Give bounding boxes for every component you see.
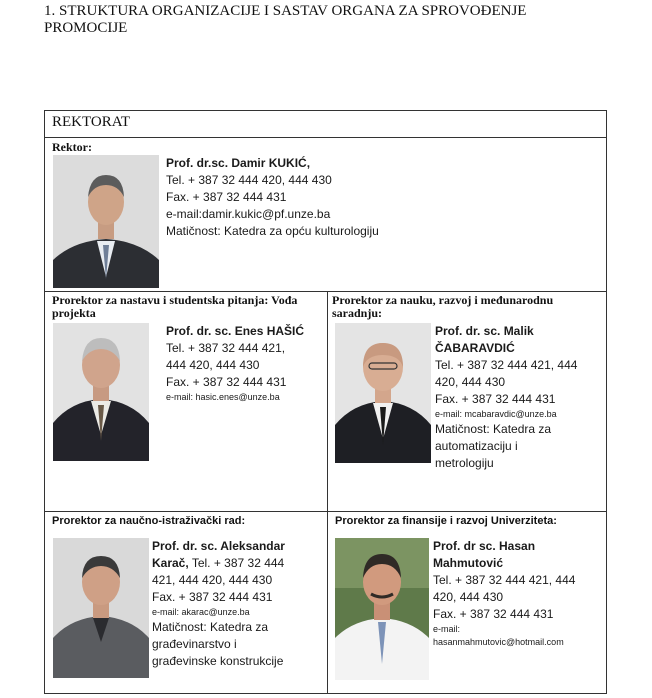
tel-line: 420, 444 430 (433, 590, 504, 604)
maticnost-line: Matičnost: Katedra za (152, 620, 269, 634)
prorektor-istrazivacki-role: Prorektor za naučno-istraživački rad: (52, 515, 246, 527)
rektor-role: Rektor: (52, 140, 92, 154)
prorektor-nauka-name: Prof. dr. sc. Malik (435, 324, 534, 338)
email-label: e-mail: (433, 624, 461, 634)
portrait-image (335, 323, 431, 463)
prorektor-nastava-name: Prof. dr. sc. Enes HAŠIĆ (166, 324, 305, 338)
rektor-photo (53, 155, 159, 288)
prorektor-finansije-contact (433, 538, 605, 649)
section-label-rektorat: REKTORAT (52, 114, 131, 130)
prorektor-istrazivacki-contact (152, 538, 324, 670)
email-line: e-mail: hasic.enes@unze.ba (166, 392, 280, 402)
portrait-image (335, 538, 429, 680)
tel-line: 420, 444 430 (435, 375, 506, 389)
heading-line-1: 1. STRUKTURA ORGANIZACIJE I SASTAV ORGANA ZA SPROVOĐENJE (44, 3, 527, 19)
tel-line: Tel. + 387 32 444 (188, 556, 285, 570)
maticnost-line: građevinske konstrukcije (152, 654, 284, 668)
prorektor-nastava-photo (53, 323, 149, 461)
prorektor-nastava-role: Prorektor za nastavu i studentska pitanja: Vođa projekta (52, 293, 298, 320)
maticnost-line: automatizaciju i (435, 439, 518, 453)
prorektor-nastava-contact (166, 323, 326, 404)
prorektor-nauka-role: Prorektor za nauku, razvoj i međunarodnu saradnju: (332, 293, 554, 320)
email-line: e-mail: akarac@unze.ba (152, 607, 250, 617)
prorektor-nauka-surname: ČABARAVDIĆ (435, 341, 515, 355)
prorektor-finansije-role: Prorektor za finansije i razvoj Univerziteta: (335, 515, 557, 527)
organization-table (44, 110, 607, 694)
portrait-image (53, 155, 159, 288)
portrait-image (53, 323, 149, 461)
rektor-contact (166, 155, 426, 240)
rektor-name: Prof. dr.sc. Damir KUKIĆ, (166, 156, 311, 170)
fax-line: Fax. + 387 32 444 431 (435, 392, 556, 406)
rektor-email: e-mail:damir.kukic@pf.unze.ba (166, 207, 331, 221)
tel-line: Tel. + 387 32 444 421, 444 (435, 358, 578, 372)
tel-line: Tel. + 387 32 444 421, (166, 341, 286, 355)
maticnost-value: Katedra za opću kulturologiju (224, 224, 379, 238)
prorektor-finansije-surname: Mahmutović (433, 556, 504, 570)
rektor-tel: Tel. + 387 32 444 420, 444 430 (166, 173, 332, 187)
rektor-maticnost (166, 223, 426, 240)
tel-line: 444 420, 444 430 (166, 358, 260, 372)
email-line: hasanmahmutovic@hotmail.com (433, 637, 564, 647)
prorektor-istrazivacki-name: Prof. dr. sc. Aleksandar (152, 539, 285, 553)
tel-line: 421, 444 420, 444 430 (152, 573, 273, 587)
column-divider (327, 291, 328, 693)
maticnost-line: Matičnost: Katedra za (435, 422, 552, 436)
maticnost-label: Matičnost: (166, 224, 221, 238)
email-line: e-mail: mcabaravdic@unze.ba (435, 409, 557, 419)
maticnost-line: građevinarstvo i (152, 637, 237, 651)
maticnost-line: metrologiju (435, 456, 494, 470)
prorektor-istrazivacki-photo (53, 538, 149, 678)
row-divider (45, 511, 606, 512)
prorektor-nauka-photo (335, 323, 431, 463)
prorektor-finansije-photo (335, 538, 429, 680)
portrait-image (53, 538, 149, 678)
prorektor-nauka-contact (435, 323, 605, 472)
prorektor-istrazivacki-surname: Karač, (152, 556, 189, 570)
row-divider (45, 137, 606, 138)
heading-line-2: PROMOCIJE (44, 20, 128, 36)
rektor-fax: Fax. + 387 32 444 431 (166, 190, 287, 204)
fax-line: Fax. + 387 32 444 431 (166, 375, 287, 389)
tel-line: Tel. + 387 32 444 421, 444 (433, 573, 576, 587)
row-divider (45, 291, 606, 292)
fax-line: Fax. + 387 32 444 431 (152, 590, 273, 604)
fax-line: Fax. + 387 32 444 431 (433, 607, 554, 621)
prorektor-finansije-name: Prof. dr sc. Hasan (433, 539, 536, 553)
document-heading (44, 3, 604, 37)
